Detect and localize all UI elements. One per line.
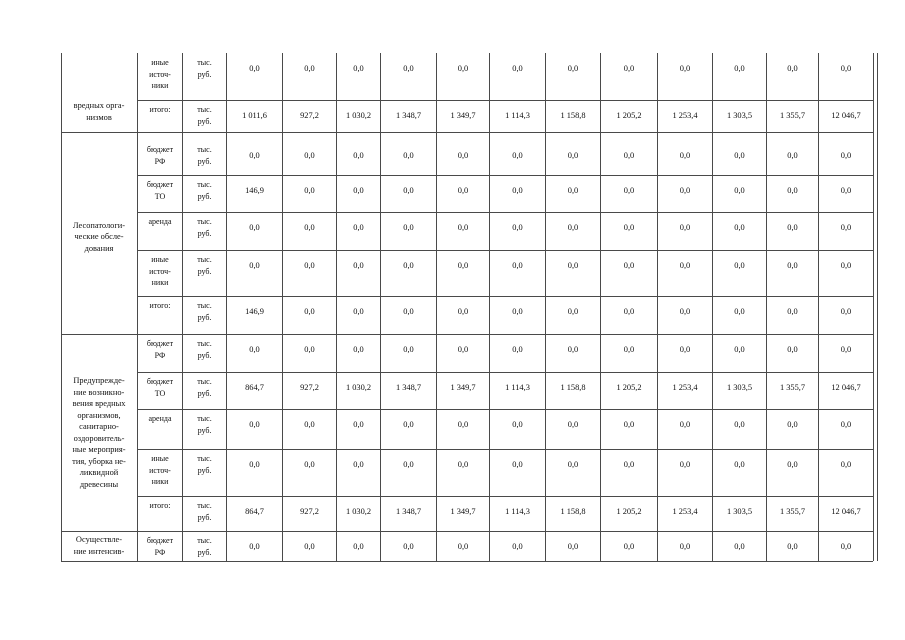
value-cell: 1 114,3 bbox=[505, 383, 530, 392]
value-cell: 927,2 bbox=[300, 507, 319, 516]
value-cell: 0,0 bbox=[679, 307, 691, 316]
value-cell: 0,0 bbox=[403, 223, 414, 232]
value-cell: 0,0 bbox=[567, 261, 579, 270]
funding-source-cell: итого: bbox=[149, 501, 171, 510]
unit-cell: тыс. руб. bbox=[197, 501, 212, 522]
value-cell: 0,0 bbox=[787, 223, 798, 232]
group-bottom-line bbox=[61, 561, 873, 562]
value-cell: 0,0 bbox=[353, 542, 364, 551]
value-cell: 146,9 bbox=[245, 307, 264, 316]
value-cell: 0,0 bbox=[304, 307, 315, 316]
group-bottom-line bbox=[61, 132, 873, 133]
value-cell: 0,0 bbox=[457, 223, 469, 232]
value-cell: 0,0 bbox=[734, 223, 745, 232]
value-cell: 1 158,8 bbox=[560, 111, 586, 120]
value-cell: 0,0 bbox=[403, 151, 414, 160]
value-cell: 0,0 bbox=[679, 186, 691, 195]
value-cell: 1 303,5 bbox=[726, 383, 753, 392]
value-cell: 0,0 bbox=[734, 186, 745, 195]
value-cell: 1 205,2 bbox=[616, 111, 642, 120]
value-cell: 0,0 bbox=[679, 223, 691, 232]
value-cell: 0,0 bbox=[249, 460, 260, 469]
value-cell: 0,0 bbox=[403, 307, 414, 316]
unit-cell: тыс. руб. bbox=[197, 58, 212, 79]
value-cell: 0,0 bbox=[512, 151, 523, 160]
value-cell: 0,0 bbox=[403, 420, 414, 429]
value-cell: 0,0 bbox=[512, 64, 523, 73]
value-cell: 0,0 bbox=[623, 460, 635, 469]
group-name-cell: вредных орга- низмов bbox=[73, 101, 125, 122]
value-cell: 0,0 bbox=[403, 542, 414, 551]
value-cell: 0,0 bbox=[567, 542, 579, 551]
value-cell: 1 253,4 bbox=[672, 111, 698, 120]
value-cell: 0,0 bbox=[679, 345, 691, 354]
value-cell: 0,0 bbox=[353, 460, 364, 469]
value-cell: 1 349,7 bbox=[450, 383, 476, 392]
value-cell: 0,0 bbox=[403, 186, 414, 195]
value-cell: 1 114,3 bbox=[505, 111, 530, 120]
unit-cell: тыс. руб. bbox=[197, 377, 212, 398]
value-cell: 0,0 bbox=[512, 345, 523, 354]
value-cell: 0,0 bbox=[787, 261, 798, 270]
value-cell: 1 303,5 bbox=[726, 111, 753, 120]
value-cell: 0,0 bbox=[249, 261, 260, 270]
value-cell: 0,0 bbox=[734, 345, 745, 354]
unit-cell: тыс. руб. bbox=[197, 454, 212, 475]
group-name-cell: Предупрежде- ние возникно- вения вредных организмов, санитарно- оздоровитель- ные мероприя- тия, уборка не- ликвидной древесины bbox=[72, 376, 126, 489]
value-cell: 0,0 bbox=[787, 64, 798, 73]
value-cell: 0,0 bbox=[512, 307, 523, 316]
value-cell: 0,0 bbox=[403, 261, 414, 270]
value-cell: 0,0 bbox=[304, 223, 315, 232]
value-cell: 0,0 bbox=[734, 151, 745, 160]
unit-cell: тыс. руб. bbox=[197, 145, 212, 166]
value-cell: 0,0 bbox=[734, 542, 745, 551]
unit-cell: тыс. руб. bbox=[197, 180, 212, 201]
unit-cell: тыс. руб. bbox=[197, 339, 212, 360]
value-cell: 0,0 bbox=[734, 460, 745, 469]
value-cell: 0,0 bbox=[457, 542, 469, 551]
funding-source-cell: аренда bbox=[148, 217, 172, 226]
value-cell: 1 253,4 bbox=[672, 507, 698, 516]
value-cell: 0,0 bbox=[840, 542, 852, 551]
value-cell: 0,0 bbox=[304, 345, 315, 354]
value-cell: 0,0 bbox=[249, 345, 260, 354]
value-cell: 1 030,2 bbox=[345, 383, 372, 392]
value-cell: 0,0 bbox=[304, 542, 315, 551]
value-cell: 1 253,4 bbox=[672, 383, 698, 392]
value-cell: 0,0 bbox=[353, 307, 364, 316]
value-cell: 0,0 bbox=[734, 307, 745, 316]
value-cell: 0,0 bbox=[567, 151, 579, 160]
value-cell: 0,0 bbox=[304, 460, 315, 469]
value-cell: 0,0 bbox=[512, 261, 523, 270]
value-cell: 0,0 bbox=[840, 186, 852, 195]
value-cell: 0,0 bbox=[787, 345, 798, 354]
table-right-border bbox=[877, 53, 878, 561]
value-cell: 0,0 bbox=[304, 420, 315, 429]
value-cell: 1 349,7 bbox=[450, 111, 476, 120]
value-cell: 0,0 bbox=[623, 261, 635, 270]
value-cell: 0,0 bbox=[457, 460, 469, 469]
value-cell: 0,0 bbox=[512, 186, 523, 195]
value-cell: 0,0 bbox=[840, 420, 852, 429]
funding-source-cell: бюджет ТО bbox=[146, 180, 174, 201]
funding-source-cell: бюджет РФ bbox=[146, 145, 174, 166]
value-cell: 0,0 bbox=[403, 345, 414, 354]
value-cell: 12 046,7 bbox=[831, 507, 861, 516]
value-cell: 0,0 bbox=[840, 261, 852, 270]
value-cell: 1 348,7 bbox=[395, 111, 422, 120]
value-cell: 1 355,7 bbox=[779, 383, 806, 392]
value-cell: 1 205,2 bbox=[616, 383, 642, 392]
value-cell: 0,0 bbox=[840, 223, 852, 232]
value-cell: 146,9 bbox=[245, 186, 264, 195]
value-cell: 0,0 bbox=[787, 542, 798, 551]
value-cell: 0,0 bbox=[840, 345, 852, 354]
value-cell: 0,0 bbox=[679, 151, 691, 160]
value-cell: 0,0 bbox=[567, 223, 579, 232]
value-cell: 0,0 bbox=[679, 542, 691, 551]
unit-cell: тыс. руб. bbox=[197, 105, 212, 126]
value-cell: 0,0 bbox=[353, 420, 364, 429]
value-cell: 0,0 bbox=[567, 345, 579, 354]
value-cell: 0,0 bbox=[623, 420, 635, 429]
value-cell: 0,0 bbox=[512, 420, 523, 429]
funding-source-cell: иные источ- ники bbox=[149, 58, 171, 90]
value-cell: 1 348,7 bbox=[395, 383, 422, 392]
value-cell: 0,0 bbox=[353, 223, 364, 232]
value-cell: 0,0 bbox=[353, 64, 364, 73]
funding-source-cell: иные источ- ники bbox=[149, 255, 171, 287]
value-cell: 0,0 bbox=[353, 345, 364, 354]
value-cell: 0,0 bbox=[403, 64, 414, 73]
value-cell: 0,0 bbox=[679, 460, 691, 469]
value-cell: 1 030,2 bbox=[345, 111, 372, 120]
value-cell: 0,0 bbox=[304, 261, 315, 270]
value-cell: 1 114,3 bbox=[505, 507, 530, 516]
value-cell: 0,0 bbox=[787, 420, 798, 429]
funding-source-cell: итого: bbox=[149, 105, 171, 114]
value-cell: 0,0 bbox=[787, 186, 798, 195]
value-cell: 0,0 bbox=[623, 186, 635, 195]
value-cell: 0,0 bbox=[840, 64, 852, 73]
value-cell: 0,0 bbox=[734, 64, 745, 73]
value-cell: 0,0 bbox=[249, 542, 260, 551]
funding-source-cell: бюджет РФ bbox=[146, 536, 174, 557]
value-cell: 0,0 bbox=[679, 64, 691, 73]
value-cell: 0,0 bbox=[249, 420, 260, 429]
value-cell: 0,0 bbox=[457, 420, 469, 429]
value-cell: 0,0 bbox=[403, 460, 414, 469]
value-cell: 0,0 bbox=[623, 542, 635, 551]
value-cell: 0,0 bbox=[567, 186, 579, 195]
value-cell: 1 205,2 bbox=[616, 507, 642, 516]
unit-cell: тыс. руб. bbox=[197, 301, 212, 322]
value-cell: 0,0 bbox=[623, 307, 635, 316]
value-cell: 0,0 bbox=[567, 460, 579, 469]
unit-cell: тыс. руб. bbox=[197, 414, 212, 435]
value-cell: 0,0 bbox=[840, 307, 852, 316]
value-cell: 0,0 bbox=[457, 261, 469, 270]
value-cell: 0,0 bbox=[567, 64, 579, 73]
value-cell: 1 158,8 bbox=[560, 383, 586, 392]
value-cell: 0,0 bbox=[249, 223, 260, 232]
value-cell: 0,0 bbox=[512, 460, 523, 469]
column-divider bbox=[873, 53, 874, 561]
funding-source-cell: бюджет РФ bbox=[146, 339, 174, 360]
value-cell: 1 355,7 bbox=[779, 507, 806, 516]
value-cell: 1 355,7 bbox=[779, 111, 806, 120]
value-cell: 0,0 bbox=[840, 460, 852, 469]
value-cell: 0,0 bbox=[787, 307, 798, 316]
value-cell: 0,0 bbox=[353, 261, 364, 270]
funding-source-cell: аренда bbox=[148, 414, 172, 423]
value-cell: 1 349,7 bbox=[450, 507, 476, 516]
unit-cell: тыс. руб. bbox=[197, 217, 212, 238]
value-cell: 0,0 bbox=[787, 460, 798, 469]
value-cell: 927,2 bbox=[300, 111, 319, 120]
value-cell: 0,0 bbox=[623, 151, 635, 160]
value-cell: 1 348,7 bbox=[395, 507, 422, 516]
value-cell: 0,0 bbox=[679, 420, 691, 429]
value-cell: 0,0 bbox=[734, 420, 745, 429]
value-cell: 0,0 bbox=[457, 151, 469, 160]
value-cell: 12 046,7 bbox=[831, 111, 861, 120]
value-cell: 927,2 bbox=[300, 383, 319, 392]
value-cell: 0,0 bbox=[623, 223, 635, 232]
value-cell: 1 030,2 bbox=[345, 507, 372, 516]
value-cell: 0,0 bbox=[249, 64, 260, 73]
value-cell: 1 303,5 bbox=[726, 507, 753, 516]
value-cell: 0,0 bbox=[457, 186, 469, 195]
funding-source-cell: итого: bbox=[149, 301, 171, 310]
value-cell: 0,0 bbox=[512, 223, 523, 232]
value-cell: 0,0 bbox=[567, 307, 579, 316]
value-cell: 0,0 bbox=[304, 64, 315, 73]
funding-source-cell: иные источ- ники bbox=[149, 454, 171, 486]
unit-cell: тыс. руб. bbox=[197, 255, 212, 276]
value-cell: 0,0 bbox=[840, 151, 852, 160]
value-cell: 0,0 bbox=[734, 261, 745, 270]
value-cell: 0,0 bbox=[304, 186, 315, 195]
value-cell: 12 046,7 bbox=[831, 383, 861, 392]
value-cell: 0,0 bbox=[457, 345, 469, 354]
value-cell: 1 011,6 bbox=[242, 111, 267, 120]
value-cell: 0,0 bbox=[787, 151, 798, 160]
value-cell: 0,0 bbox=[512, 542, 523, 551]
value-cell: 0,0 bbox=[304, 151, 315, 160]
value-cell: 1 158,8 bbox=[560, 507, 586, 516]
funding-source-cell: бюджет ТО bbox=[146, 377, 174, 398]
value-cell: 0,0 bbox=[679, 261, 691, 270]
unit-cell: тыс. руб. bbox=[197, 536, 212, 557]
group-name-cell: Осуществле- ние интенсив- bbox=[73, 535, 125, 556]
value-cell: 0,0 bbox=[623, 345, 635, 354]
value-cell: 0,0 bbox=[457, 64, 469, 73]
value-cell: 0,0 bbox=[567, 420, 579, 429]
group-name-cell: Лесопатологи- ческие обсле- дования bbox=[72, 220, 126, 253]
value-cell: 864,7 bbox=[245, 383, 264, 392]
value-cell: 0,0 bbox=[249, 151, 260, 160]
value-cell: 0,0 bbox=[457, 307, 469, 316]
value-cell: 864,7 bbox=[245, 507, 264, 516]
value-cell: 0,0 bbox=[353, 151, 364, 160]
value-cell: 0,0 bbox=[353, 186, 364, 195]
value-cell: 0,0 bbox=[623, 64, 635, 73]
